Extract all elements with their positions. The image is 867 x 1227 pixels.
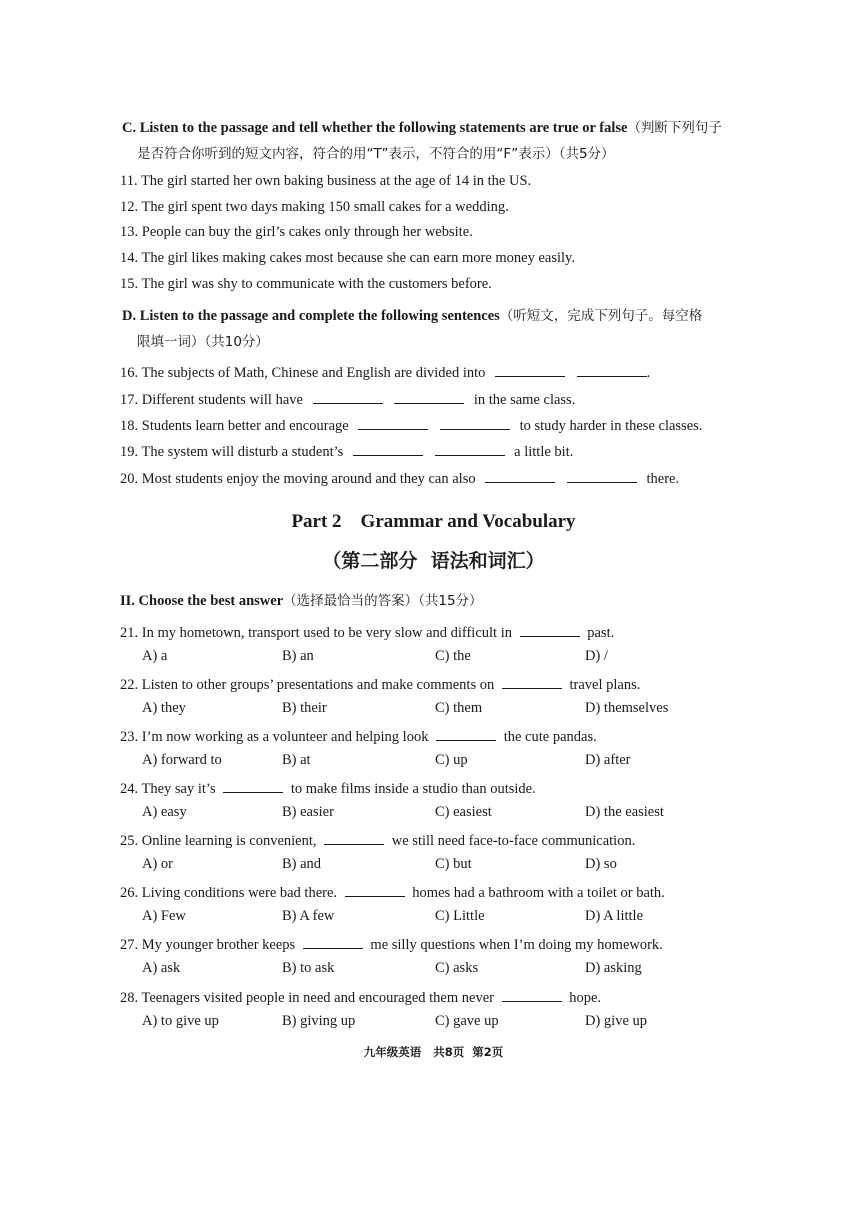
option-c[interactable]: C) them	[435, 700, 483, 716]
blank[interactable]	[358, 415, 428, 430]
blank[interactable]	[435, 441, 505, 456]
question-21	[120, 622, 614, 642]
answer-blank[interactable]	[436, 726, 496, 741]
question-25	[120, 830, 635, 850]
option-a[interactable]: A) or	[142, 856, 174, 872]
section-c-heading-cn: （判断下列句子	[627, 120, 722, 136]
sentence-17-text: 17. Different students will have	[120, 392, 303, 408]
option-b[interactable]: B) their	[282, 700, 327, 716]
sentence-19-text: 19. The system will disturb a student’s	[120, 444, 344, 460]
option-b[interactable]: B) A few	[282, 908, 335, 924]
option-c[interactable]: C) asks	[435, 960, 479, 976]
blank[interactable]	[353, 441, 423, 456]
option-a[interactable]: A) a	[142, 648, 168, 664]
blank[interactable]	[567, 468, 637, 483]
sentence-18	[120, 415, 702, 435]
question-26-stem: 26. Living conditions were bad there.	[120, 885, 338, 901]
answer-blank[interactable]	[223, 778, 283, 793]
option-a[interactable]: A) they	[142, 700, 186, 716]
section-ii-heading-en: II. Choose the best answer	[120, 593, 284, 609]
option-b[interactable]: B) easier	[282, 804, 334, 820]
option-c[interactable]: C) easiest	[435, 804, 492, 820]
question-23-end: the cute pandas.	[503, 729, 597, 745]
option-d[interactable]: D) the easiest	[585, 804, 664, 820]
question-22-end: travel plans.	[569, 677, 641, 693]
statement-14: 14. The girl likes making cakes most because she can earn more money easily.	[120, 250, 575, 266]
section-c-heading-en: C. Listen to the passage and tell whether the following statements are true or false	[122, 120, 628, 136]
part2-title: Part 2 Grammar and Vocabulary	[291, 511, 576, 532]
statement-15: 15. The girl was shy to communicate with the customers before.	[120, 276, 492, 292]
statement-13: 13. People can buy the girl’s cakes only through her website.	[120, 224, 473, 240]
option-c[interactable]: C) the	[435, 648, 471, 664]
blank[interactable]	[394, 389, 464, 404]
question-28	[120, 987, 601, 1007]
option-d[interactable]: D) so	[585, 856, 617, 872]
blank[interactable]	[577, 362, 647, 377]
sentence-19	[120, 441, 573, 461]
statement-12: 12. The girl spent two days making 150 small cakes for a wedding.	[120, 199, 509, 215]
option-a[interactable]: A) Few	[142, 908, 186, 924]
sentence-18-text: 18. Students learn better and encourage	[120, 418, 349, 434]
section-d-heading-en: D. Listen to the passage and complete the following sentences	[122, 308, 500, 324]
option-b[interactable]: B) an	[282, 648, 314, 664]
question-25-stem: 25. Online learning is convenient,	[120, 833, 317, 849]
question-22-stem: 22. Listen to other groups’ presentations and make comments on	[120, 677, 495, 693]
question-25-end: we still need face-to-face communication.	[391, 833, 636, 849]
answer-blank[interactable]	[345, 882, 405, 897]
blank[interactable]	[495, 362, 565, 377]
option-a[interactable]: A) to give up	[142, 1013, 219, 1029]
question-24-end: to make films inside a studio than outside.	[290, 781, 536, 797]
section-ii-heading	[120, 589, 483, 610]
option-d[interactable]: D) /	[585, 648, 608, 664]
option-a[interactable]: A) ask	[142, 960, 181, 976]
question-27-stem: 27. My younger brother keeps	[120, 937, 296, 953]
blank[interactable]	[440, 415, 510, 430]
question-26-end: homes had a bathroom with a toilet or bath.	[412, 885, 665, 901]
option-d[interactable]: D) themselves	[585, 700, 669, 716]
section-d-heading	[122, 304, 702, 325]
answer-blank[interactable]	[520, 622, 580, 637]
option-c[interactable]: C) gave up	[435, 1013, 499, 1029]
section-c-heading-cn-cont: 是否符合你听到的短文内容，符合的用“T”表示，不符合的用“F”表示）（共5分）	[137, 146, 615, 162]
sentence-16	[120, 362, 650, 382]
answer-blank[interactable]	[502, 987, 562, 1002]
question-21-stem: 21. In my hometown, transport used to be very slow and difficult in	[120, 625, 512, 641]
question-26	[120, 882, 665, 902]
option-b[interactable]: B) to ask	[282, 960, 335, 976]
page-footer: 九年级英语 共8页 第2页	[363, 1045, 504, 1059]
question-22	[120, 674, 640, 694]
sentence-17-end: in the same class.	[473, 392, 576, 408]
answer-blank[interactable]	[502, 674, 562, 689]
blank[interactable]	[313, 389, 383, 404]
question-23	[120, 726, 597, 746]
section-d-heading-cn-cont: 限填一词）（共10分）	[137, 334, 269, 350]
blank[interactable]	[485, 468, 555, 483]
option-d[interactable]: D) asking	[585, 960, 642, 976]
option-d[interactable]: D) after	[585, 752, 631, 768]
option-a[interactable]: A) easy	[142, 804, 187, 820]
section-d-heading-cn: （听短文，完成下列句子。每空格	[499, 308, 703, 324]
question-27	[120, 934, 663, 954]
option-c[interactable]: C) Little	[435, 908, 485, 924]
answer-blank[interactable]	[324, 830, 384, 845]
question-28-stem: 28. Teenagers visited people in need and encouraged them never	[120, 990, 494, 1006]
option-b[interactable]: B) and	[282, 856, 322, 872]
option-d[interactable]: D) give up	[585, 1013, 648, 1029]
statement-11: 11. The girl started her own baking business at the age of 14 in the US.	[120, 173, 532, 189]
sentence-20-end: there.	[646, 471, 680, 487]
answer-blank[interactable]	[303, 934, 363, 949]
sentence-20	[120, 468, 679, 488]
question-24	[120, 778, 536, 798]
option-a[interactable]: A) forward to	[142, 752, 222, 768]
sentence-16-text: 16. The subjects of Math, Chinese and English are divided into	[120, 365, 486, 381]
sentence-18-end: to study harder in these classes.	[519, 418, 703, 434]
option-d[interactable]: D) A little	[585, 908, 643, 924]
section-ii-heading-cn: （选择最恰当的答案）（共15分）	[283, 593, 483, 609]
option-c[interactable]: C) up	[435, 752, 468, 768]
sentence-20-text: 20. Most students enjoy the moving around and they can also	[120, 471, 476, 487]
section-c-heading	[122, 116, 722, 137]
sentence-17	[120, 389, 575, 409]
part2-subtitle: （第二部分 语法和词汇）	[322, 550, 545, 572]
sentence-19-end: a little bit.	[514, 444, 574, 460]
question-21-end: past.	[587, 625, 615, 641]
sentence-16-end: .	[646, 365, 651, 381]
question-24-stem: 24. They say it’s	[120, 781, 216, 797]
option-b[interactable]: B) at	[282, 752, 311, 768]
option-c[interactable]: C) but	[435, 856, 472, 872]
question-27-end: me silly questions when I’m doing my homework.	[370, 937, 663, 953]
option-b[interactable]: B) giving up	[282, 1013, 356, 1029]
question-23-stem: 23. I’m now working as a volunteer and helping look	[120, 729, 429, 745]
question-28-end: hope.	[569, 990, 602, 1006]
